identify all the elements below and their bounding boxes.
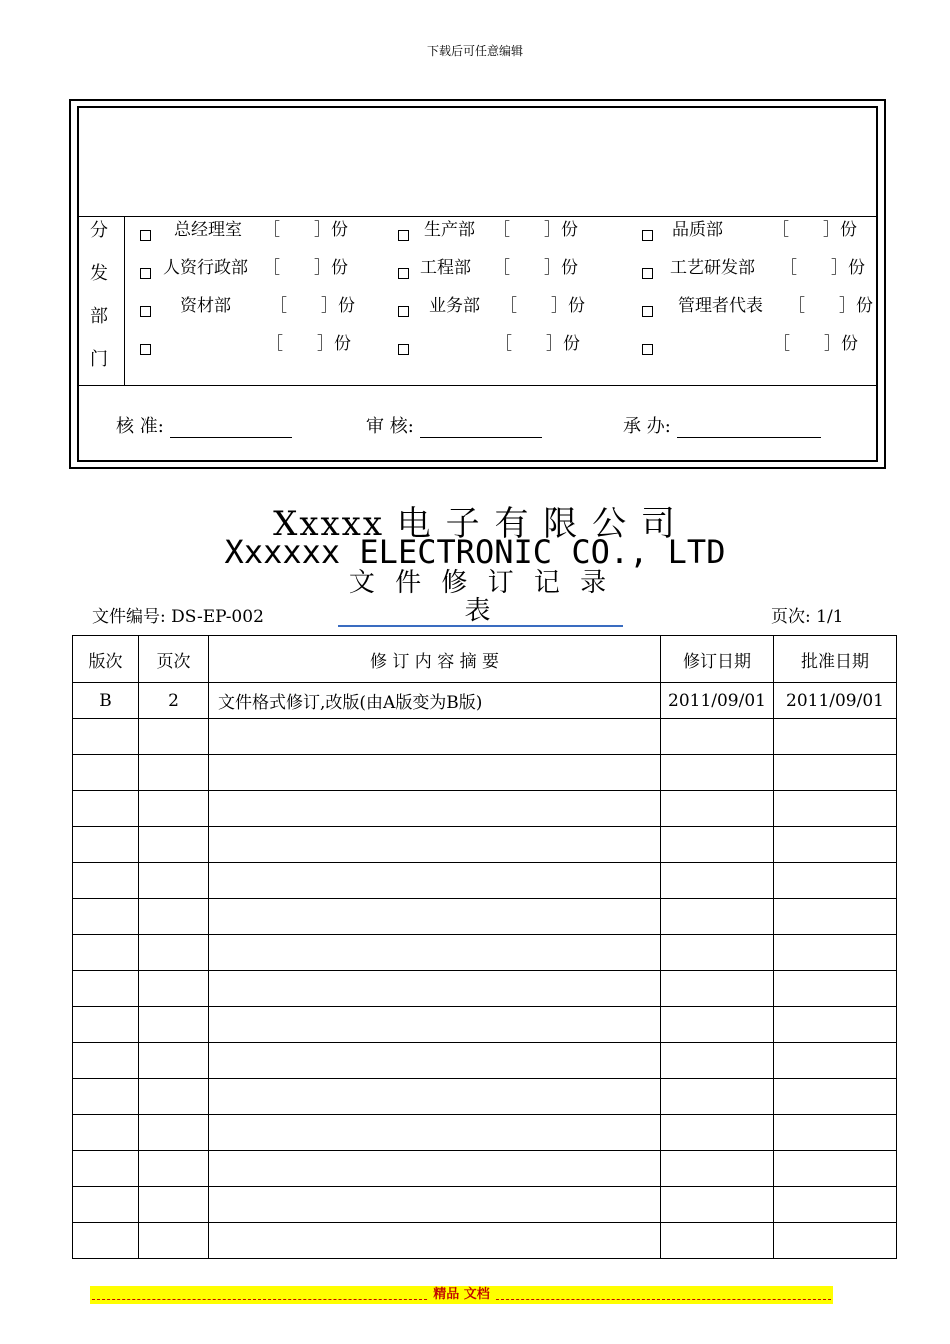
cell-page[interactable]: [139, 1079, 209, 1115]
cell-summary[interactable]: [209, 755, 661, 791]
table-row: [73, 1007, 897, 1043]
cell-version[interactable]: [73, 1115, 139, 1151]
copies-field: ［ ］份: [495, 334, 580, 354]
table-row: [73, 863, 897, 899]
dept-label-char: 分: [90, 220, 108, 241]
cell-version[interactable]: [73, 935, 139, 971]
cell-version[interactable]: [73, 1187, 139, 1223]
cell-page[interactable]: [139, 863, 209, 899]
cell-summary[interactable]: [209, 791, 661, 827]
cell-summary[interactable]: [209, 899, 661, 935]
checkbox-general-office[interactable]: [140, 230, 151, 241]
download-note: 下载后可任意编辑: [426, 44, 523, 58]
footer-text: 精品 文档: [433, 1287, 490, 1302]
review-signature: [366, 412, 542, 438]
table-row: [73, 1223, 897, 1259]
footer-dashes: [92, 1290, 427, 1300]
cell-version[interactable]: [73, 971, 139, 1007]
cell-version[interactable]: [73, 1007, 139, 1043]
table-header-row: [73, 636, 897, 683]
cell-version[interactable]: [73, 755, 139, 791]
dept-name: 资材部: [180, 296, 231, 316]
cell-revision-date[interactable]: [661, 791, 774, 827]
table-row: [73, 683, 897, 719]
table-row: [73, 899, 897, 935]
cell-revision-date[interactable]: [661, 935, 774, 971]
cell-revision-date[interactable]: [661, 1007, 774, 1043]
copies-field: ［ ］份: [788, 296, 873, 316]
dept-name: 总经理室: [174, 220, 242, 240]
table-row: [73, 971, 897, 1007]
table-row: [73, 935, 897, 971]
handle-line[interactable]: [677, 436, 821, 438]
company-name-cn: Xxxxx 电 子 有 限 公 司: [273, 504, 677, 544]
table-row: [73, 1187, 897, 1223]
cell-revision-date[interactable]: 2011/09/01: [661, 683, 774, 719]
divider: [77, 216, 878, 217]
table-row: [73, 1043, 897, 1079]
cell-page[interactable]: 2: [139, 683, 209, 719]
cell-version[interactable]: [73, 1151, 139, 1187]
table-row: [73, 791, 897, 827]
cell-summary[interactable]: [209, 863, 661, 899]
cell-approval-date[interactable]: [774, 1079, 897, 1115]
cell-summary[interactable]: [209, 935, 661, 971]
table-row: [73, 1115, 897, 1151]
cell-summary[interactable]: [209, 1223, 661, 1259]
approve-label: 核 准:: [116, 416, 164, 437]
checkbox-blank[interactable]: [398, 344, 409, 355]
cell-version[interactable]: [73, 1079, 139, 1115]
cell-approval-date[interactable]: [774, 1187, 897, 1223]
copies-field: ［ ］份: [773, 334, 858, 354]
dept-name: 业务部: [429, 296, 480, 316]
cell-version[interactable]: [73, 899, 139, 935]
handle-label: 承 办:: [623, 416, 671, 437]
cell-summary[interactable]: [209, 827, 661, 863]
copies-field: ［ ］份: [270, 296, 355, 316]
copies-field: ［ ］份: [263, 220, 348, 240]
revision-record-table: [72, 635, 897, 1259]
cell-summary[interactable]: [209, 719, 661, 755]
cell-approval-date[interactable]: [774, 755, 897, 791]
cell-page[interactable]: [139, 791, 209, 827]
table-row: [73, 1079, 897, 1115]
cell-approval-date[interactable]: [774, 1151, 897, 1187]
cell-approval-date[interactable]: [774, 1007, 897, 1043]
cell-approval-date[interactable]: [774, 935, 897, 971]
cell-approval-date[interactable]: [774, 1043, 897, 1079]
cell-version[interactable]: [73, 863, 139, 899]
divider: [77, 385, 878, 386]
form-title: 文 件 修 订 记 录 表: [338, 569, 623, 627]
cell-page[interactable]: [139, 899, 209, 935]
cell-page[interactable]: [139, 827, 209, 863]
cell-revision-date[interactable]: [661, 1151, 774, 1187]
checkbox-sales[interactable]: [398, 306, 409, 317]
cell-approval-date[interactable]: [774, 971, 897, 1007]
cell-approval-date[interactable]: [774, 827, 897, 863]
dept-name: 人资行政部: [163, 258, 248, 278]
checkbox-quality[interactable]: [642, 230, 653, 241]
dept-name: 管理者代表: [678, 296, 763, 316]
col-header-summary: 修 订 内 容 摘 要: [209, 636, 661, 683]
cell-approval-date[interactable]: [774, 863, 897, 899]
cell-revision-date[interactable]: [661, 719, 774, 755]
doc-number: 文件编号: DS-EP-002: [92, 607, 264, 627]
copies-field: ［ ］份: [500, 296, 585, 316]
cell-revision-date[interactable]: [661, 1187, 774, 1223]
review-line[interactable]: [420, 436, 542, 438]
cell-page[interactable]: [139, 1007, 209, 1043]
checkbox-production[interactable]: [398, 230, 409, 241]
cell-approval-date[interactable]: [774, 791, 897, 827]
approve-line[interactable]: [170, 436, 292, 438]
cell-page[interactable]: [139, 719, 209, 755]
cell-revision-date[interactable]: [661, 863, 774, 899]
cell-revision-date[interactable]: [661, 1079, 774, 1115]
cell-revision-date[interactable]: [661, 1115, 774, 1151]
dept-name: 生产部: [424, 220, 475, 240]
cell-page[interactable]: [139, 971, 209, 1007]
checkbox-materials[interactable]: [140, 306, 151, 317]
col-header-approval-date: 批准日期: [774, 636, 897, 683]
cell-summary[interactable]: [209, 971, 661, 1007]
cell-summary[interactable]: [209, 1007, 661, 1043]
cell-page[interactable]: [139, 1223, 209, 1259]
cell-summary[interactable]: [209, 1151, 661, 1187]
cell-version[interactable]: B: [73, 683, 139, 719]
copies-field: ［ ］份: [263, 258, 348, 278]
cell-page[interactable]: [139, 935, 209, 971]
divider: [124, 216, 125, 386]
cell-approval-date[interactable]: [774, 719, 897, 755]
copies-field: ［ ］份: [493, 220, 578, 240]
cell-version[interactable]: [73, 791, 139, 827]
page-info: 页次: 1/1: [771, 607, 844, 627]
dept-name: 工程部: [420, 258, 471, 278]
cell-approval-date[interactable]: [774, 899, 897, 935]
company-name-en: Xxxxxx ELECTRONIC CO., LTD: [224, 533, 726, 571]
col-header-version: 版次: [73, 636, 139, 683]
table-row: [73, 1151, 897, 1187]
cell-page[interactable]: [139, 1043, 209, 1079]
cell-revision-date[interactable]: [661, 899, 774, 935]
dept-name: 品质部: [672, 220, 723, 240]
checkbox-blank[interactable]: [140, 344, 151, 355]
cell-revision-date[interactable]: [661, 1223, 774, 1259]
review-label: 审 核:: [366, 416, 414, 437]
cell-page[interactable]: [139, 1187, 209, 1223]
approve-signature: [116, 412, 292, 438]
copies-field: ［ ］份: [493, 258, 578, 278]
distribution-box: [77, 106, 878, 462]
cell-summary[interactable]: [209, 1079, 661, 1115]
checkbox-blank[interactable]: [642, 344, 653, 355]
cell-revision-date[interactable]: [661, 971, 774, 1007]
col-header-revision-date: 修订日期: [661, 636, 774, 683]
copies-field: ［ ］份: [772, 220, 857, 240]
cell-version[interactable]: [73, 1223, 139, 1259]
table-body: [73, 683, 897, 1259]
cell-version[interactable]: [73, 719, 139, 755]
dept-name: 工艺研发部: [670, 258, 755, 278]
dept-label-char: 部: [90, 306, 108, 327]
cell-summary[interactable]: 文件格式修订,改版(由A版变为B版): [209, 683, 661, 719]
cell-summary[interactable]: [209, 1115, 661, 1151]
table-row: [73, 755, 897, 791]
checkbox-engineering[interactable]: [398, 268, 409, 279]
checkbox-hr-admin[interactable]: [140, 268, 151, 279]
cell-page[interactable]: [139, 1115, 209, 1151]
footer-banner: [90, 1286, 833, 1304]
cell-version[interactable]: [73, 827, 139, 863]
cell-revision-date[interactable]: [661, 827, 774, 863]
table-row: [73, 719, 897, 755]
checkbox-process-rd[interactable]: [642, 268, 653, 279]
cell-page[interactable]: [139, 1151, 209, 1187]
copies-field: ［ ］份: [266, 334, 351, 354]
cell-page[interactable]: [139, 755, 209, 791]
cell-version[interactable]: [73, 1043, 139, 1079]
col-header-page: 页次: [139, 636, 209, 683]
dept-label-char: 发: [90, 263, 108, 284]
cell-revision-date[interactable]: [661, 755, 774, 791]
dept-label-char: 门: [90, 349, 108, 370]
cell-revision-date[interactable]: [661, 1043, 774, 1079]
table-row: [73, 827, 897, 863]
cell-summary[interactable]: [209, 1187, 661, 1223]
cell-approval-date[interactable]: 2011/09/01: [774, 683, 897, 719]
cell-approval-date[interactable]: [774, 1115, 897, 1151]
checkbox-mgmt-rep[interactable]: [642, 306, 653, 317]
footer-dashes: [496, 1290, 831, 1300]
copies-field: ［ ］份: [780, 258, 865, 278]
cell-summary[interactable]: [209, 1043, 661, 1079]
cell-approval-date[interactable]: [774, 1223, 897, 1259]
handle-signature: [623, 412, 821, 438]
